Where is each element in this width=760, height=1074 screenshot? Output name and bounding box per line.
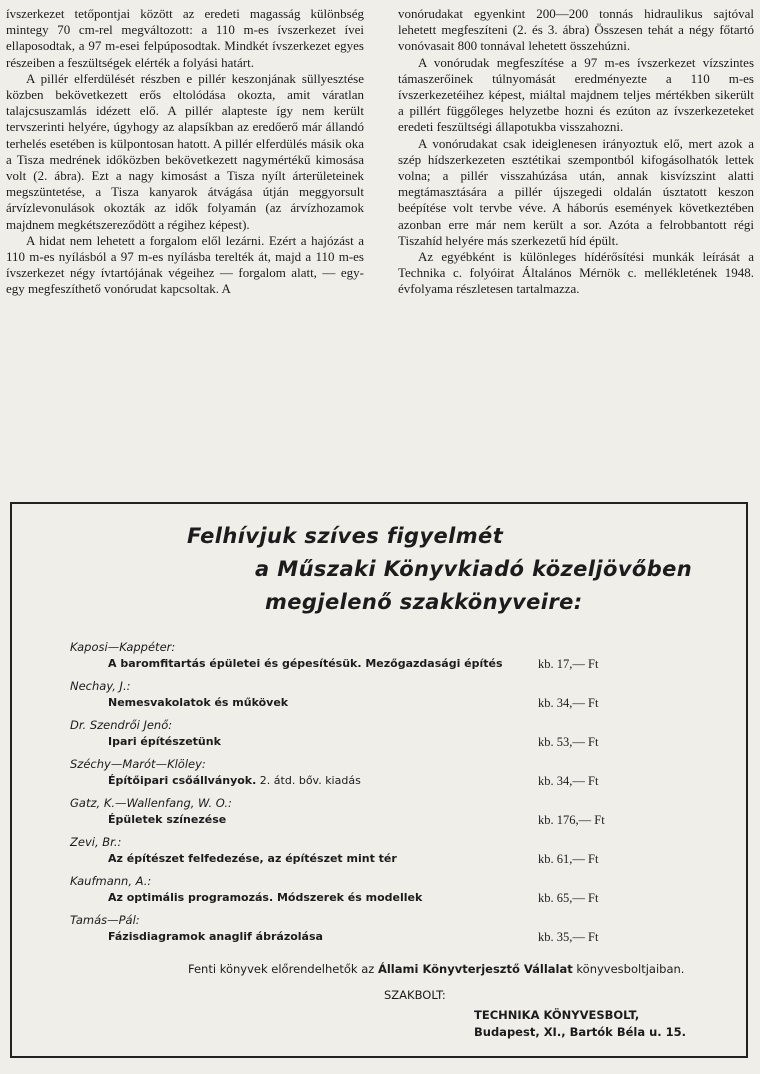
book-author: Tamás—Pál: — [70, 913, 140, 927]
article-paragraph: A pillér elferdülését részben e pillér keszonjának süllyesztése közben bekövetkezett erős eltolódása okozta, amit váratlan talajcsuszamlás idézett elő. A pillér alapteste így nem került tervszerinti helyére, úgyhogy az alapsíkban az eredőerő már állandó terhelés esetében is külpontosan hatott. A pillér elferdülés másik oka a Tisza medrének időközben bekövetkezett nagymértékű kimosása volt (2. ábra). Ezt a nagy kimosást a Tisza nyílt árterületeinek megszüntetése, a Tisza kanyarok átvágása útján meggyorsult árvízlevonulások okozták az idők folyamán (az árvízhozamok majdnem megkétszereződött a régihez képest). — [6, 70, 364, 232]
book-title-text: A baromfitartás épületei és gépesítésük. Mezőgazdasági építés — [108, 657, 503, 670]
book-entry — [70, 913, 730, 952]
book-title — [108, 657, 503, 670]
book-title — [108, 813, 226, 826]
book-price: kb. 35,— Ft — [538, 930, 599, 944]
shop-address: Budapest, XI., Bartók Béla u. 15. — [474, 1025, 687, 1039]
book-list — [70, 640, 730, 952]
book-title — [108, 735, 221, 748]
preorder-note — [188, 962, 684, 976]
article-paragraph: A hidat nem lehetett a forgalom elől lezárni. Ezért a hajózást a 110 m-es nyílásból a 97 m-es nyílásba terelték át, majd a 110 m-es ívszerkezet négy ívtartójának végeihez — forgalom alatt, — egy-egy megfeszíthető vonórudat kapcsoltak. A — [6, 232, 364, 297]
book-price: kb. 61,— Ft — [538, 852, 599, 866]
ad-headline-line-3: megjelenő szakkönyveire: — [265, 590, 583, 614]
book-author: Dr. Szendrői Jenő: — [70, 718, 173, 732]
book-price: kb. 65,— Ft — [538, 891, 599, 905]
book-title-text: Az optimális programozás. Módszerek és modellek — [108, 891, 423, 904]
article-left-column — [6, 6, 364, 298]
article-paragraph: vonórudakat egyenkint 200—200 tonnás hidraulikus sajtóval lehetett megfeszíteni (2. és 3. ábra) Összesen tehát a négy főtartó vonóvasait 800 tonnával lehetett összehúzni. — [398, 6, 754, 54]
preorder-note-pre: Fenti könyvek előrendelhetők az — [188, 962, 378, 976]
book-title — [108, 852, 397, 865]
book-title — [108, 696, 288, 709]
book-author: Zevi, Br.: — [70, 835, 122, 849]
distributor-name: Állami Könyvterjesztő Vállalat — [377, 962, 573, 976]
book-title — [108, 774, 361, 787]
book-entry — [70, 874, 730, 913]
article-paragraph: ívszerkezet tetőpontjai között az eredeti magasság különbség mintegy 70 cm-rel megváltozott: a 110 m-es ívszerkezet ívei ellaposodtak, a 97 m-esei felpúposodtak. Mindkét ívszerkezet egyes részeiben a feszültségek elérték a folyási határt. — [6, 6, 364, 70]
book-author: Kaufmann, A.: — [70, 874, 152, 888]
advertisement-box — [10, 502, 748, 1058]
book-entry — [70, 640, 730, 679]
book-title — [108, 891, 422, 904]
book-entry — [70, 796, 730, 835]
book-entry — [70, 718, 730, 757]
book-author: Nechay, J.: — [70, 679, 131, 693]
shop-name: TECHNIKA KÖNYVESBOLT, — [474, 1008, 640, 1022]
book-title-text: Ipari építészetünk — [108, 735, 221, 748]
article-paragraph: A vonórudakat csak ideiglenesen irányoztuk elő, mert azok a szép hídszerkezeten esztétikai szempontból kifogásolhatók lettek volna; a pillér visszahúzása után, annak kisvízszint alatti megtámasztására a pillér újszegedi oldalán úsztatott keszon beépítése volt tervbe véve. A háborús események következtében azonban erre már nem került a sor. Azóta a felrobbantott régi Tiszahíd helyére más szerkezetű híd épült. — [398, 135, 754, 248]
book-author: Gatz, K.—Wallenfang, W. O.: — [70, 796, 232, 810]
preorder-note-post: könyvesboltjaiban. — [572, 962, 685, 976]
book-price: kb. 34,— Ft — [538, 696, 599, 710]
article-paragraph: Az egyébként is különleges hídérősítési munkák leírását a Technika c. folyóirat Általános Mérnök c. mellékletének 1948. évfolyama részletesen tartalmazza. — [398, 249, 754, 297]
article-paragraph: A vonórudak megfeszítése a 97 m-es ívszerkezet vízszintes támaszerőinek túlnyomását eredményezte a 110 m-es ívszerkezetéihez képest, miáltal majdnem teljes mértékben sikerült a pillért függőleges helyzetbe hozni és ezúton az ívszerkezeteket eredeti feszültségi állapotukba visszahozni. — [398, 54, 754, 135]
ad-headline-line-2: a Műszaki Könyvkiadó közeljövőben — [255, 557, 693, 581]
book-title-text: Épületek színezése — [108, 813, 227, 826]
book-title — [108, 930, 323, 943]
book-title-text: Az építészet felfedezése, az építészet mint tér — [108, 852, 397, 865]
book-entry — [70, 679, 730, 718]
book-entry — [70, 757, 730, 796]
ad-headline-line-1: Felhívjuk szíves figyelmét — [187, 524, 504, 548]
book-price: kb. 17,— Ft — [538, 657, 599, 671]
book-author: Kaposi—Kappéter: — [70, 640, 176, 654]
book-price: kb. 176,— Ft — [538, 813, 605, 827]
szakbolt-label: SZAKBOLT: — [384, 988, 446, 1002]
book-author: Széchy—Marót—Klöley: — [70, 757, 206, 771]
book-entry — [70, 835, 730, 874]
book-title-text: Nemesvakolatok és műkövek — [108, 696, 289, 709]
book-title-text: Építőipari csőállványok. — [108, 774, 257, 787]
book-title-text: Fázisdiagramok anaglif ábrázolása — [108, 930, 323, 943]
book-price: kb. 34,— Ft — [538, 774, 599, 788]
book-title-extra: 2. átd. bőv. kiadás — [256, 774, 361, 787]
book-price: kb. 53,— Ft — [538, 735, 599, 749]
article-right-column — [398, 6, 754, 298]
